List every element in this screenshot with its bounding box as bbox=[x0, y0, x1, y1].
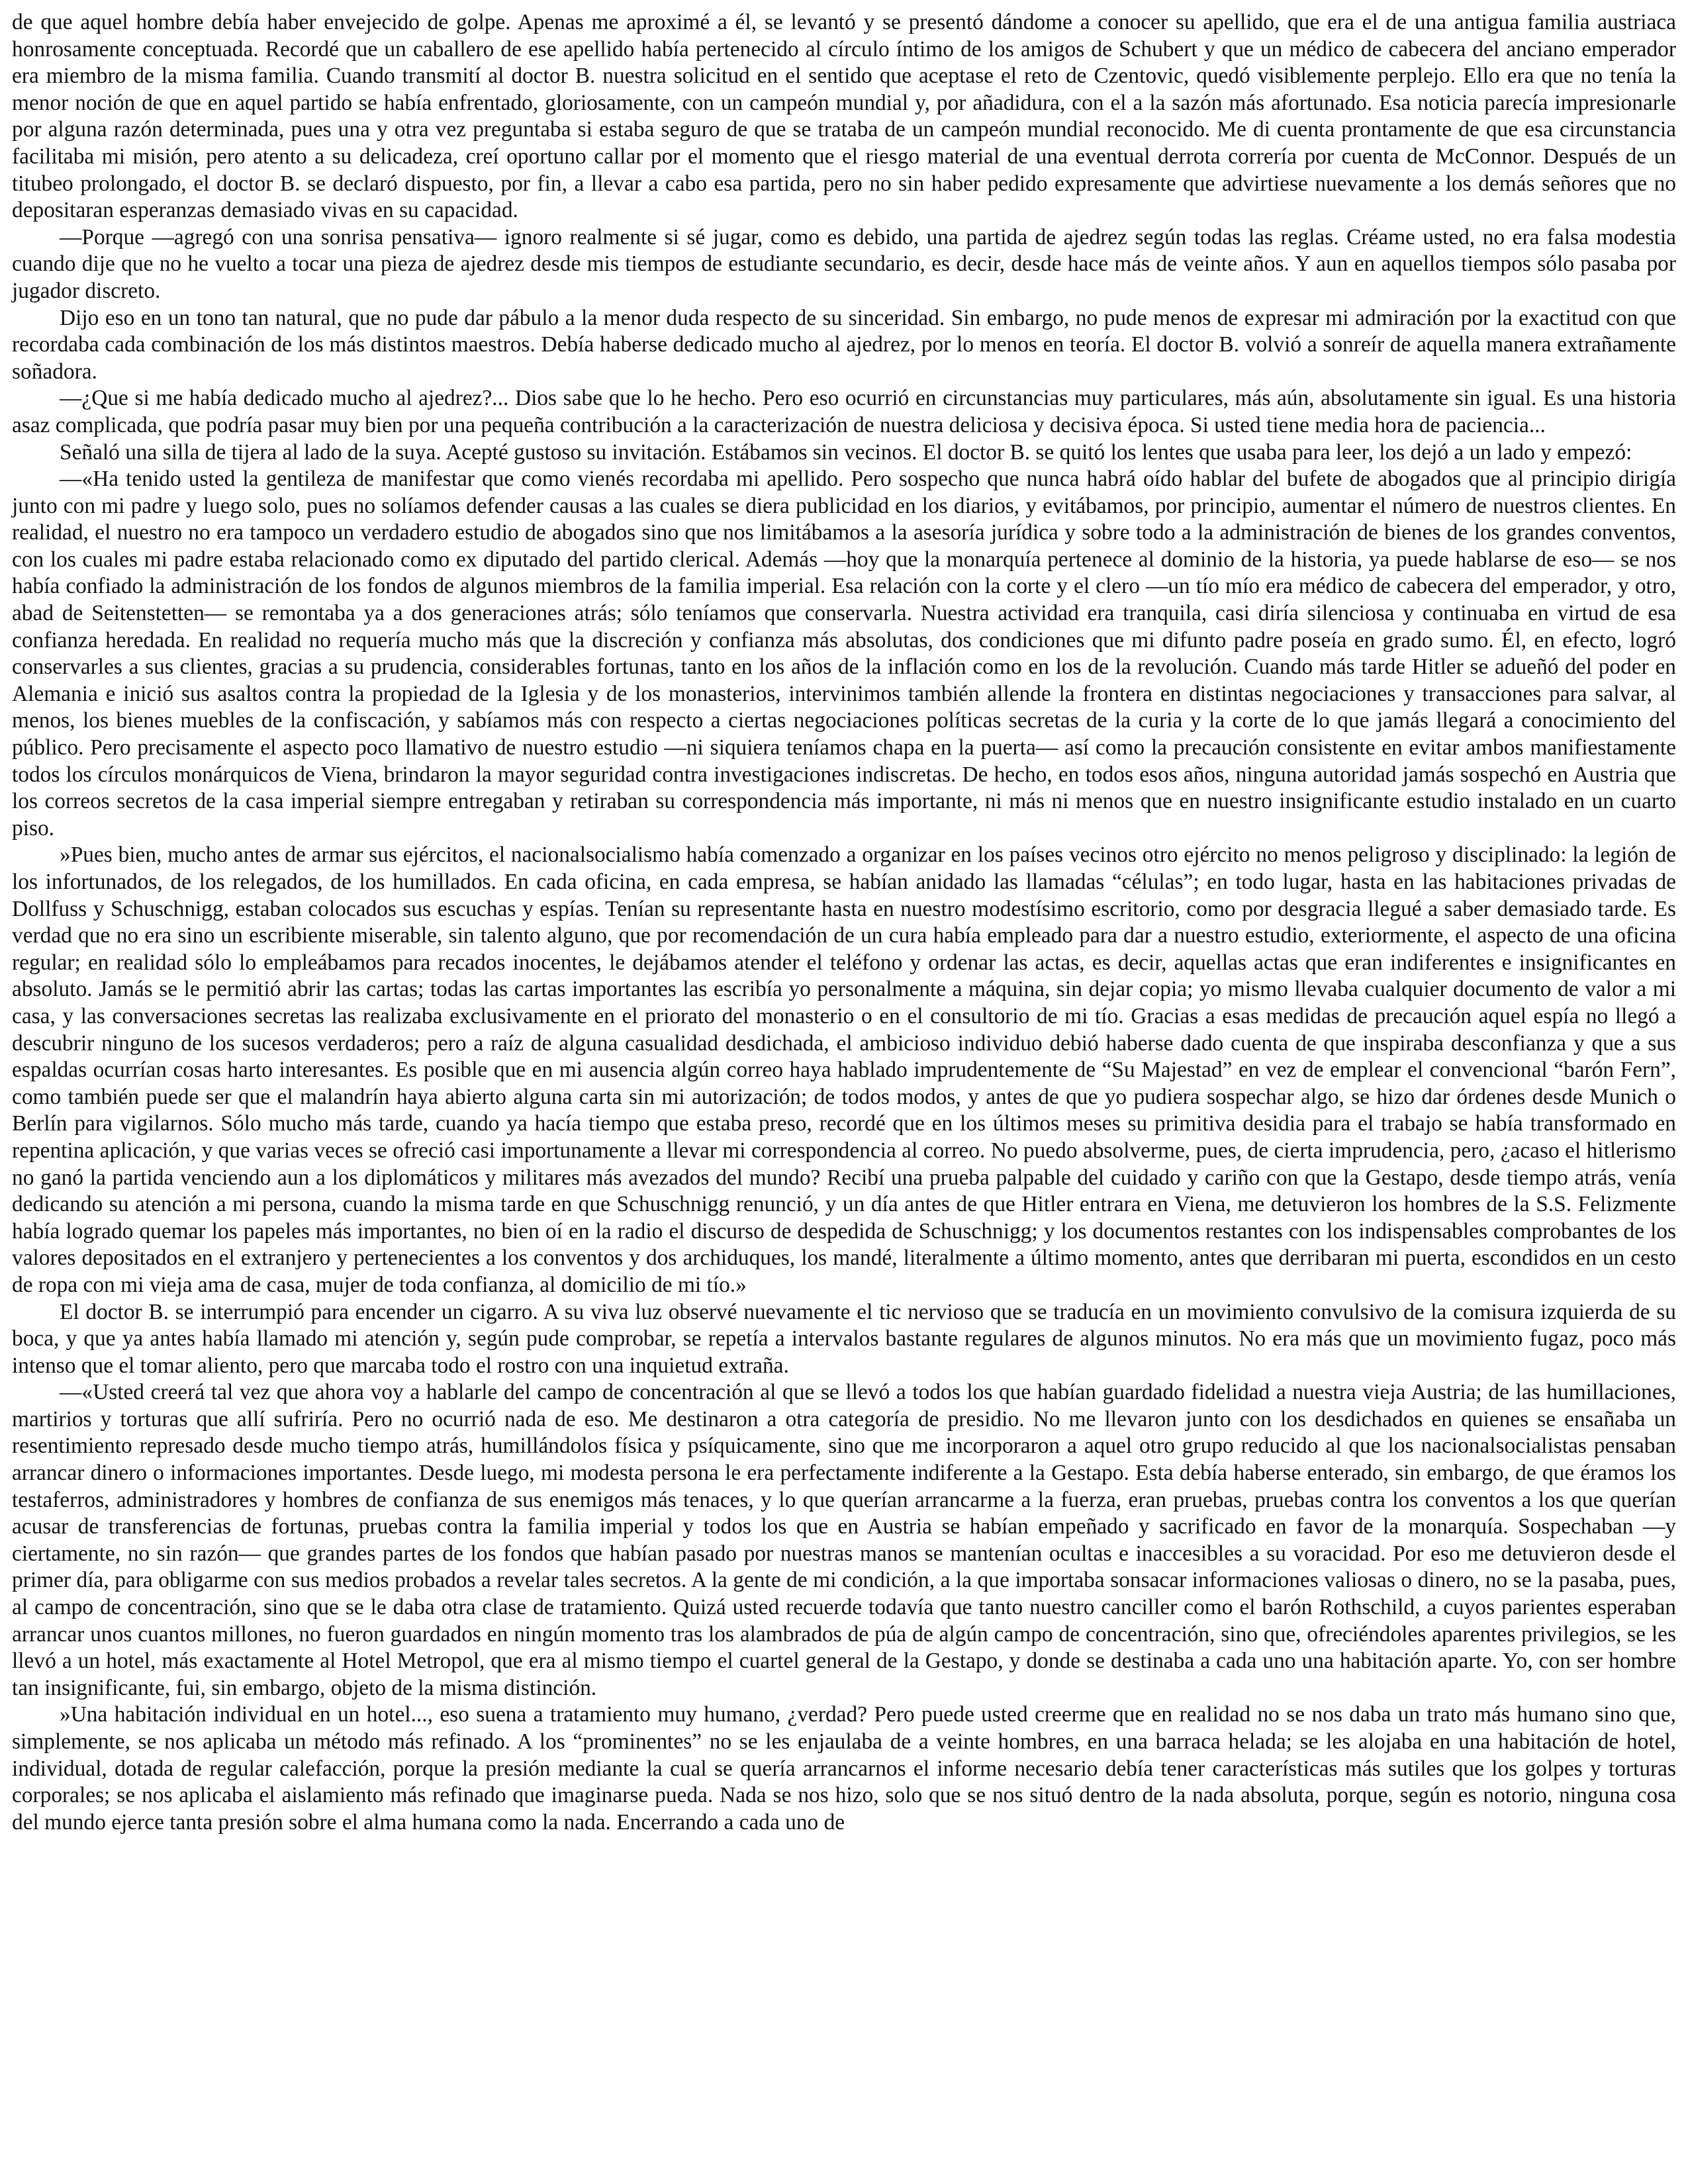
body-text bbox=[12, 9, 1676, 1836]
paragraph-10: »Una habitación individual en un hotel..., eso suena a tratamiento muy humano, ¿verdad? Pero puede usted creerme que en realidad no se nos daba un trato más humano sino que, simplemente, se nos aplicaba un método más refinado. A los “prominentes” no se les enjaulaba de a veinte hombres, en una barraca helada; se les alojaba en una habitación de hotel, individual, dotada de regular calefacción, porque la presión mediante la cual se quería arrancarnos el informe necesario debía tener características más sutiles que los golpes y torturas corporales; se nos aplicaba el aislamiento más refinado que imaginarse pueda. Nada se nos hizo, solo que se nos situó dentro de la nada absoluta, porque, según es notorio, ninguna cosa del mundo ejerce tanta presión sobre el alma humana como la nada. Encerrando a cada uno de bbox=[12, 1702, 1676, 1835]
paragraph-4: —¿Que si me había dedicado mucho al ajedrez?... Dios sabe que lo he hecho. Pero eso ocurrió en circunstancias muy particulares, más aún, absolutamente sin igual. Es una historia asaz complicada, que podría pasar muy bien por una pequeña contribución a la caracterización de nuestra deliciosa y decisiva época. Si usted tiene media hora de paciencia... bbox=[12, 386, 1676, 437]
paragraph-6: —«Ha tenido usted la gentileza de manifestar que como vienés recordaba mi apellido. Pero sospecho que nunca habrá oído hablar del bufete de abogados que al principio dirigía junto con mi padre y luego solo, pues no solíamos defender causas a las cuales se diera publicidad en los diarios, y evitábamos, por principio, aumentar el número de nuestros clientes. En realidad, el nuestro no era tampoco un verdadero estudio de abogados sino que nos limitábamos a la asesoría jurídica y sobre todo a la administración de bienes de los grandes conventos, con los cuales mi padre estaba relacionado como ex diputado del partido clerical. Además —hoy que la monarquía pertenece al dominio de la historia, ya puede hablarse de eso— se nos había confiado la administración de los fondos de algunos miembros de la familia imperial. Esa relación con la corte y el clero —un tío mío era médico de cabecera del emperador, y otro, abad de Seitenstetten— se remontaba ya a dos generaciones atrás; sólo teníamos que conservarla. Nuestra actividad era tranquila, casi diría silenciosa y continuaba en virtud de esa confianza heredada. En realidad no requería mucho más que la discreción y confianza más absolutas, dos condiciones que mi difunto padre poseía en grado sumo. Él, en efecto, logró conservarles a sus clientes, gracias a su prudencia, considerables fortunas, tanto en los años de la inflación como en los de la revolución. Cuando más tarde Hitler se adueñó del poder en Alemania e inició sus asaltos contra la propiedad de la Iglesia y de los monasterios, intervinimos también allende la frontera en distintas negociaciones y transacciones para salvar, al menos, los bienes muebles de la confiscación, y sabíamos más con respecto a ciertas negociaciones políticas secretas de la curia y la corte de lo que jamás llegará a conocimiento del público. Pero precisamente el aspecto poco llamativo de nuestro estudio —ni siquiera teníamos chapa en la puerta— así como la precaución consistente en evitar ambos manifiestamente todos los círculos monárquicos de Viena, brindaron la mayor seguridad contra investigaciones indiscretas. De hecho, en todos esos años, ninguna autoridad jamás sospechó en Austria que los correos secretos de la casa imperial siempre entregaban y retiraban su correspondencia más importante, ni más ni menos que en nuestro insignificante estudio instalado en un cuarto piso. bbox=[12, 467, 1676, 841]
paragraph-8: El doctor B. se interrumpió para encender un cigarro. A su viva luz observé nuevamente el tic nervioso que se traducía en un movimiento convulsivo de la comisura izquierda de su boca, y que ya antes había llamado mi atención y, según pude comprobar, se repetía a intervalos bastante regulares de algunos minutos. No era más que un movimiento fugaz, poco más intenso que el tomar aliento, pero que marcaba todo el rostro con una inquietud extraña. bbox=[12, 1299, 1676, 1378]
paragraph-3: Dijo eso en un tono tan natural, que no pude dar pábulo a la menor duda respecto de su sinceridad. Sin embargo, no pude menos de expresar mi admiración por la exactitud con que recordaba cada combinación de los más distintos maestros. Debía haberse dedicado mucho al ajedrez, por lo menos en teoría. El doctor B. volvió a sonreír de aquella manera extrañamente soñadora. bbox=[12, 305, 1676, 384]
paragraph-1: de que aquel hombre debía haber envejecido de golpe. Apenas me aproximé a él, se levantó y se presentó dándome a conocer su apellido, que era el de una antigua familia austriaca honrosamente conceptuada. Recordé que un caballero de ese apellido había pertenecido al círculo íntimo de los amigos de Schubert y que un médico de cabecera del anciano emperador era miembro de la misma familia. Cuando transmití al doctor B. nuestra solicitud en el sentido que aceptase el reto de Czentovic, quedó visiblemente perplejo. Ello era que no tenía la menor noción de que en aquel partido se había enfrentado, gloriosamente, con un campeón mundial y, por añadidura, con el a la sazón más afortunado. Esa noticia parecía impresionarle por alguna razón determinada, pues una y otra vez preguntaba si estaba seguro de que se trataba de un campeón mundial reconocido. Me di cuenta prontamente de que esa circunstancia facilitaba mi misión, pero atento a su delicadeza, creí oportuno callar por el momento que el riesgo material de una eventual derrota correría por cuenta de McConnor. Después de un titubeo prolongado, el doctor B. se declaró dispuesto, por fin, a llevar a cabo esa partida, pero no sin haber pedido expresamente que advirtiese nuevamente a los demás señores que no depositaran esperanzas demasiado vivas en su capacidad. bbox=[12, 10, 1676, 223]
paragraph-7: »Pues bien, mucho antes de armar sus ejércitos, el nacionalsocialismo había comenzado a organizar en los países vecinos otro ejército no menos peligroso y disciplinado: la legión de los infortunados, de los relegados, de los humillados. En cada oficina, en cada empresa, se habían anidado las llamadas “células”; en todo lugar, hasta en las habitaciones privadas de Dollfuss y Schuschnigg, estaban colocados sus escuchas y espías. Tenían su representante hasta en nuestro modestísimo escritorio, como por desgracia llegué a saber demasiado tarde. Es verdad que no era sino un escribiente miserable, sin talento alguno, que por recomendación de un cura había empleado para dar a nuestro estudio, exteriormente, el aspecto de una oficina regular; en realidad sólo lo empleábamos para recados inocentes, le dejábamos atender el teléfono y ordenar las actas, es decir, aquellas actas que eran indiferentes e insignificantes en absoluto. Jamás se le permitió abrir las cartas; todas las cartas importantes las escribía yo personalmente a máquina, sin dejar copia; yo mismo llevaba cualquier documento de valor a mi casa, y las conversaciones secretas las realizaba exclusivamente en el priorato del monasterio o en el consultorio de mi tío. Gracias a esas medidas de precaución aquel espía no llegó a descubrir ninguno de los sucesos verdaderos; pero a raíz de alguna casualidad desdichada, el ambicioso individuo debió haberse dado cuenta de que inspiraba desconfianza y que a sus espaldas ocurrían cosas harto interesantes. Es posible que en mi ausencia algún correo haya hablado imprudentemente de “Su Majestad” en vez de emplear el convencional “barón Fern”, como también puede ser que el malandrín haya abierto alguna carta sin mi autorización; de todos modos, y antes de que yo pudiera sospechar algo, se hizo dar órdenes desde Munich o Berlín para vigilarnos. Sólo mucho más tarde, cuando ya hacía tiempo que estaba preso, recordé que en los últimos meses su primitiva desidia para el trabajo se había transformado en repentina aplicación, y que varias veces se ofreció casi importunamente a llevar mi correspondencia al correo. No puedo absolverme, pues, de cierta imprudencia, pero, ¿acaso el hitlerismo no ganó la partida venciendo aun a los diplomáticos y militares más avezados del mundo? Recibí una prueba palpable del cuidado y cariño con que la Gestapo, desde tiempo atrás, venía dedicando su atención a mi persona, cuando la misma tarde en que Schuschnigg renunció, y un día antes de que Hitler entrara en Viena, me detuvieron los hombres de la S.S. Felizmente había logrado quemar los papeles más importantes, no bien oí en la radio el discurso de despedida de Schuschnigg; y los documentos restantes con los indispensables comprobantes de los valores depositados en el extranjero y pertenecientes a los conventos y dos archiduques, los mandé, literalmente a último momento, antes que derribaran mi puerta, escondidos en un cesto de ropa con mi vieja ama de casa, mujer de toda confianza, al domicilio de mi tío.» bbox=[12, 842, 1676, 1297]
paragraph-2: —Porque —agregó con una sonrisa pensativa— ignoro realmente si sé jugar, como es debido, una partida de ajedrez según todas las reglas. Créame usted, no era falsa modestia cuando dije que no he vuelto a tocar una pieza de ajedrez desde mis tiempos de estudiante secundario, es decir, desde hace más de veinte años. Y aun en aquellos tiempos sólo pasaba por jugador discreto. bbox=[12, 224, 1676, 303]
paragraph-5: Señaló una silla de tijera al lado de la suya. Acepté gustoso su invitación. Estábamos sin vecinos. El doctor B. se quitó los lentes que usaba para leer, los dejó a un lado y empezó: bbox=[60, 439, 1632, 465]
paragraph-9: —«Usted creerá tal vez que ahora voy a hablarle del campo de concentración al que se llevó a todos los que habían guardado fidelidad a nuestra vieja Austria; de las humillaciones, martirios y torturas que allí sufriría. Pero no ocurrió nada de eso. Me destinaron a otra categoría de presidio. No me llevaron junto con los desdichados en quienes se ensañaba un resentimiento represado desde mucho tiempo atrás, humillándolos física y psíquicamente, sino que me incorporaron a aquel otro grupo reducido al que los nacionalsocialistas pensaban arrancar dinero o informaciones importantes. Desde luego, mi modesta persona le era perfectamente indiferente a la Gestapo. Esta debía haberse enterado, sin embargo, de que éramos los testaferros, administradores y hombres de confianza de sus enemigos más tenaces, y lo que querían arrancarme a la fuerza, eran pruebas, pruebas contra los conventos a los que querían acusar de transferencias de fortunas, pruebas contra la familia imperial y todos los que en Austria se habían empeñado y sacrificado en favor de la monarquía. Sospechaban —y ciertamente, no sin razón— que grandes partes de los fondos que habían pasado por nuestras manos se mantenían ocultas e inaccesibles a su voracidad. Por eso me detuvieron desde el primer día, para obligarme con sus medios probados a revelar tales secretos. A la gente de mi condición, a la que importaba sonsacar informaciones valiosas o dinero, no se la pasaba, pues, al campo de concentración, sino que se le daba otra clase de tratamiento. Quizá usted recuerde todavía que tanto nuestro canciller como el barón Rothschild, a cuyos parientes esperaban arrancar unos cuantos millones, no fueron guardados en ningún momento tras los alambrados de púa de algún campo de concentración, sino que, ofreciéndoles aparentes privilegios, se les llevó a un hotel, más exactamente al Hotel Metropol, que era al mismo tiempo el cuartel general de la Gestapo, y donde se destinaba a cada uno una habitación aparte. Yo, con ser hombre tan insignificante, fui, sin embargo, objeto de la misma distinción. bbox=[12, 1380, 1676, 1700]
